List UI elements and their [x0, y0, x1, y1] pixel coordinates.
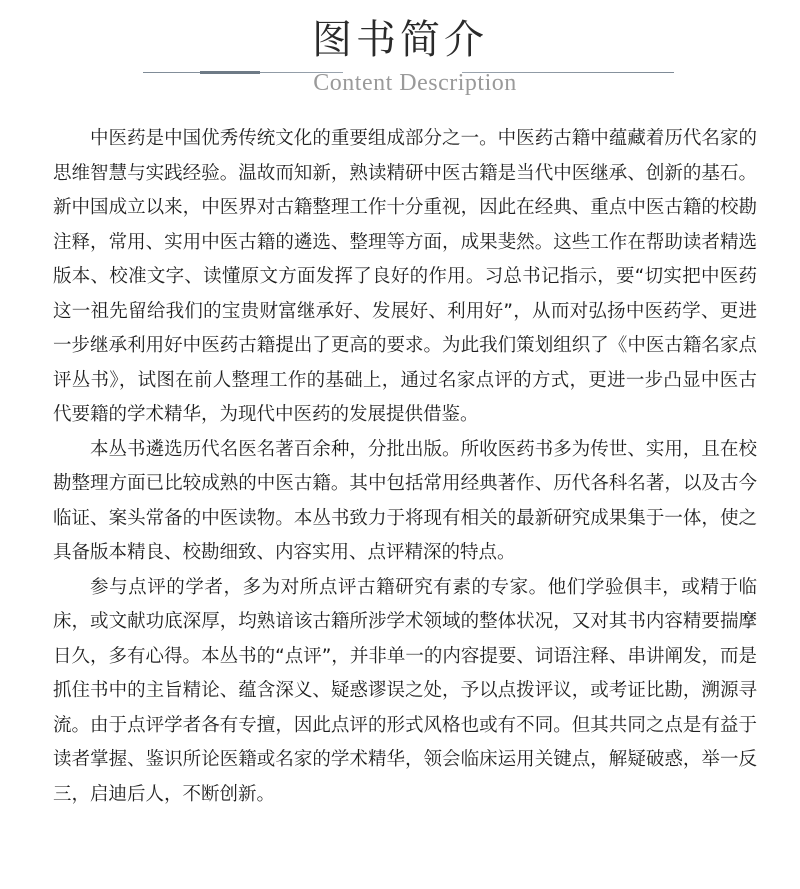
section-subtitle: Content Description — [313, 70, 517, 96]
paragraph-intro: 中医药是中国优秀传统文化的重要组成部分之一。中医药古籍中蕴藏着历代名家的思维智慧与实践经验。温故而知新，熟读精研中医古籍是当代中医继承、创新的基石。新中国成立以来，中医界对古籍整理工作十分重视，因此在经典、重点中医古籍的校勘注释，常用、实用中医古籍的遴选、整理等方面，成果斐然。这些工作在帮助读者精选版本、校准文字、读懂原文方面发挥了良好的作用。习总书记指示，要“切实把中医药这一祖先留给我们的宝贵财富继承好、发展好、利用好”，从而对弘扬中医药学、更进一步继承利用好中医药古籍提出了更高的要求。为此我们策划组织了《中医古籍名家点评丛书》，试图在前人整理工作的基础上，通过名家点评的方式，更进一步凸显中医古代要籍的学术精华，为现代中医药的发展提供借鉴。 — [53, 128, 757, 425]
section-header — [0, 0, 800, 100]
description-body — [53, 122, 757, 812]
paragraph-selection: 本丛书遴选历代名医名著百余种，分批出版。所收医药书多为传世、实用，且在校勘整理方面已比较成熟的中医古籍。其中包括常用经典著作、历代各科名著，以及古今临证、案头常备的中医读物。本丛书致力于将现有相关的最新研究成果集于一体，使之具备版本精良、校勘细致、内容实用、点评精深的特点。 — [53, 438, 757, 563]
paragraph-commentators: 参与点评的学者，多为对所点评古籍研究有素的专家。他们学验俱丰，或精于临床，或文献功底深厚，均熟谙该古籍所涉学术领域的整体状况，又对其书内容精要揣摩日久，多有心得。本丛书的“点评”，并非单一的内容提要、词语注释、串讲阐发，而是抓住书中的主旨精论、蕴含深义、疑惑谬误之处，予以点拨评议，或考证比勘，溯源寻流。由于点评学者各有专擅，因此点评的形式风格也或有不同。但其共同之点是有益于读者掌握、鉴识所论医籍或名家的学术精华，领会临床运用关键点，解疑破惑，举一反三，启迪后人，不断创新。 — [53, 576, 757, 805]
section-title: 图书简介 — [312, 17, 488, 63]
